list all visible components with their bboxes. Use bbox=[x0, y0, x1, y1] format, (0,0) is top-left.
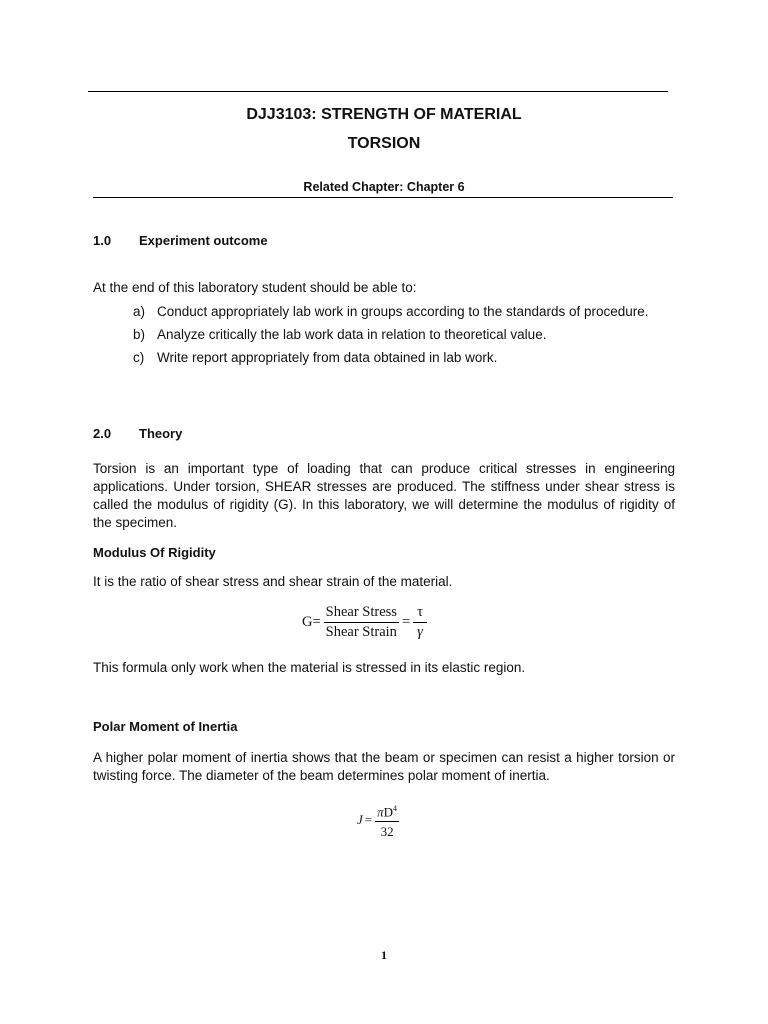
topic-title: TORSION bbox=[347, 135, 421, 152]
polar-paragraph: A higher polar moment of inertia shows that the beam or specimen can resist a higher torsion or twisting force. The diameter of the beam determines polar moment of inertia. bbox=[93, 750, 675, 783]
formula-word-fraction bbox=[324, 604, 399, 641]
modulus-heading: Modulus Of Rigidity bbox=[93, 545, 216, 560]
related-chapter: Related Chapter: Chapter 6 bbox=[303, 180, 465, 194]
outcome-item-c: Write report appropriately from data obtained in lab work. bbox=[157, 350, 498, 365]
top-rule bbox=[88, 91, 668, 92]
outcome-item-b: Analyze critically the lab work data in relation to theoretical value. bbox=[157, 327, 547, 342]
formula-j-lhs: J bbox=[357, 812, 363, 828]
section-2-number: 2.0 bbox=[93, 426, 112, 441]
outcome-marker-a: a) bbox=[133, 304, 146, 319]
modulus-note: This formula only work when the material is stressed in its elastic region. bbox=[93, 660, 526, 675]
section-1-title: Experiment outcome bbox=[139, 233, 268, 248]
course-title: DJJ3103: STRENGTH OF MATERIAL bbox=[246, 106, 522, 123]
formula-symbol-fraction bbox=[413, 604, 427, 641]
formula-exponent: 4 bbox=[393, 804, 398, 813]
formula-j-equals: = bbox=[364, 812, 373, 828]
outcome-marker-b: b) bbox=[133, 327, 146, 342]
formula-shear-strain: Shear Strain bbox=[325, 624, 397, 640]
formula-equals: = bbox=[401, 614, 411, 630]
header-rule bbox=[93, 197, 673, 198]
theory-paragraph: Torsion is an important type of loading that can produce critical stresses in engineering applications. Under torsion, SHEAR stresses are produced. The stiffness under shear stress is called the modulus of rigidity (G). In this laboratory, we will determine the modulus of rigidity of the specimen. bbox=[93, 461, 675, 530]
formula-gamma: γ bbox=[417, 624, 423, 640]
formula-tau: τ bbox=[413, 604, 427, 623]
section-1-intro: At the end of this laboratory student should be able to: bbox=[93, 280, 417, 295]
polar-formula bbox=[357, 800, 402, 840]
section-1-number: 1.0 bbox=[93, 233, 112, 248]
formula-shear-stress: Shear Stress bbox=[324, 604, 399, 623]
polar-fraction bbox=[375, 800, 399, 840]
outcome-marker-c: c) bbox=[133, 350, 145, 365]
polar-heading: Polar Moment of Inertia bbox=[93, 719, 238, 734]
modulus-formula bbox=[302, 604, 430, 641]
outcome-item-a: Conduct appropriately lab work in groups according to the standards of procedure. bbox=[157, 304, 649, 319]
formula-g-lhs: G= bbox=[302, 614, 321, 630]
page-number: 1 bbox=[381, 948, 387, 962]
polar-denominator: 32 bbox=[380, 824, 394, 840]
formula-d: D bbox=[383, 804, 394, 820]
polar-numerator bbox=[375, 800, 399, 822]
formula-pi: π bbox=[377, 804, 384, 820]
section-2-title: Theory bbox=[139, 426, 183, 441]
modulus-description: It is the ratio of shear stress and shear strain of the material. bbox=[93, 574, 453, 589]
